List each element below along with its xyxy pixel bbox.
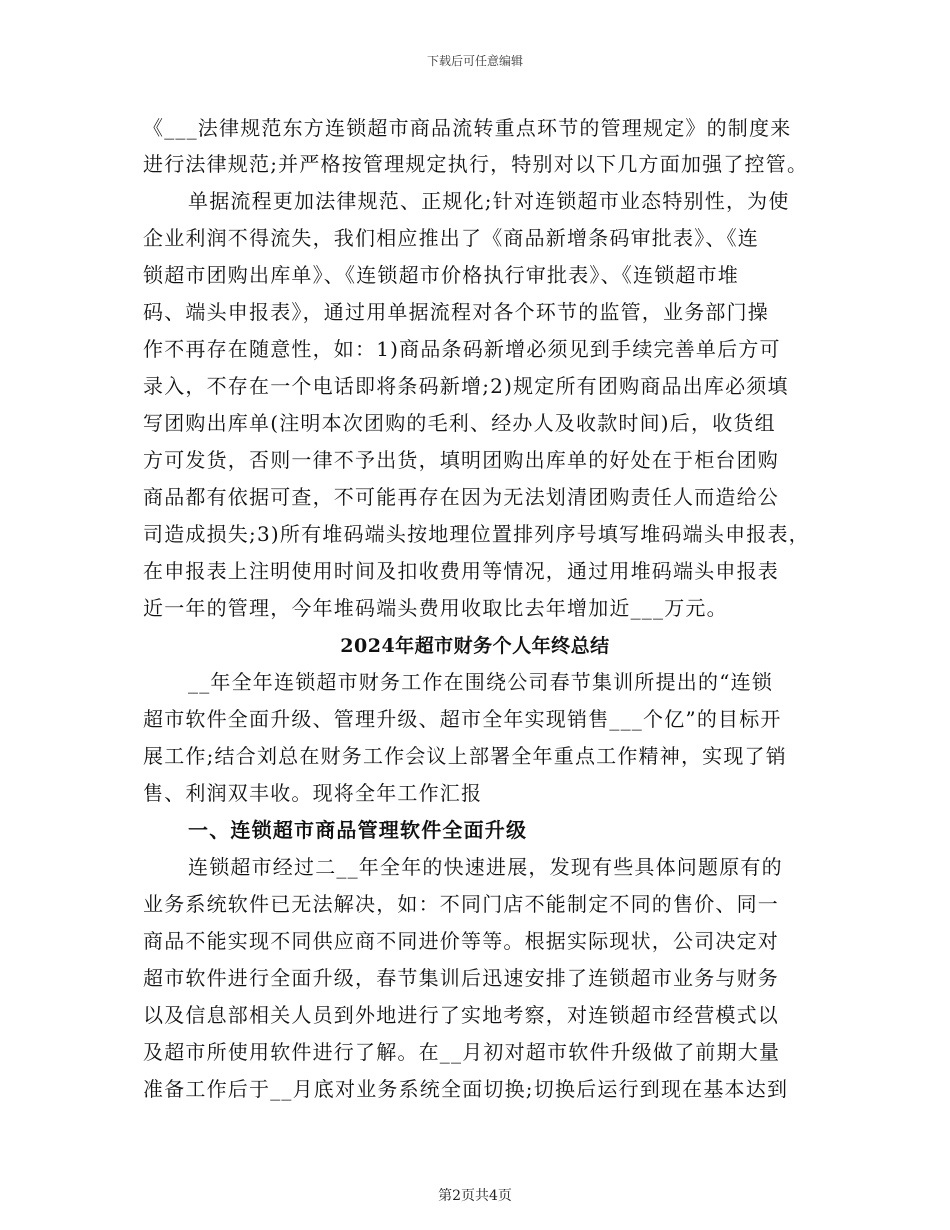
paragraph-line: 进行法律规范;并严格按管理规定执行，特别对以下几方面加强了控管。 xyxy=(143,152,809,176)
paragraph-line: 作不再存在随意性，如：1)商品条码新增必须见到手续完善单后方可 xyxy=(143,337,781,361)
paragraph-line: 写团购出库单(注明本次团购的毛利、经办人及收款时间)后，收货组 xyxy=(143,411,776,435)
paragraph-line: 超市软件进行全面升级，春节集训后迅速安排了连锁超市业务与财务 xyxy=(143,966,779,990)
paragraph-line: 单据流程更加法律规范、正规化;针对连锁超市业态特别性，为使 xyxy=(188,189,790,213)
paragraph-line: 商品不能实现不同供应商不同进价等等。根据实际现状，公司决定对 xyxy=(143,929,779,953)
paragraph-line: 锁超市团购出库单》、《连锁超市价格执行审批表》、《连锁超市堆 xyxy=(143,263,739,287)
paragraph-line: 企业利润不得流失，我们相应推出了《商品新增条码审批表》、《连 xyxy=(143,226,759,250)
paragraph-line: 在申报表上注明使用时间及扣收费用等情况，通过用堆码端头申报表 xyxy=(143,559,779,583)
paragraph-line: 《___法律规范东方连锁超市商品流转重点环节的管理规定》的制度来 xyxy=(143,116,792,140)
page-number: 第2页共4页 xyxy=(438,1188,512,1204)
paragraph-line: 近一年的管理，今年堆码端头费用收取比去年增加近___万元。 xyxy=(143,596,728,620)
paragraph-line: __年全年连锁超市财务工作在围绕公司春节集训所提出的“连锁 xyxy=(188,670,774,694)
paragraph-line: 连锁超市经过二__年全年的快速进展，发现有些具体问题原有的 xyxy=(188,855,783,879)
section-heading: 一、连锁超市商品管理软件全面升级 xyxy=(188,818,528,842)
paragraph-line: 超市软件全面升级、管理升级、超市全年实现销售___个亿”的目标开 xyxy=(143,707,782,731)
paragraph-line: 准备工作后于__月底对业务系统全面切换;切换后运行到现在基本达到 xyxy=(143,1077,789,1101)
page-header: 下载后可任意编辑 xyxy=(426,54,523,68)
paragraph-line: 以及信息部相关人员到外地进行了实地考察，对连锁超市经营模式以 xyxy=(143,1003,779,1027)
paragraph-line: 及超市所使用软件进行了解。在__月初对超市软件升级做了前期大量 xyxy=(143,1040,781,1064)
paragraph-line: 售、利润双丰收。现将全年工作汇报 xyxy=(143,781,483,805)
paragraph-line: 业务系统软件已无法解决，如：不同门店不能制定不同的售价、同一 xyxy=(143,892,779,916)
paragraph-line: 商品都有依据可查，不可能再存在因为无法划清团购责任人而造给公 xyxy=(143,485,779,509)
document-title: 2024年超市财务个人年终总结 xyxy=(340,635,610,657)
paragraph-line: 展工作;结合刘总在财务工作会议上部署全年重点工作精神，实现了销 xyxy=(143,744,787,768)
paragraph-line: 码、端头申报表》，通过用单据流程对各个环节的监管，业务部门操 xyxy=(143,300,769,324)
paragraph-line: 录入，不存在一个电话即将条码新增;2)规定所有团购商品出库必须填 xyxy=(143,374,789,398)
paragraph-line: 司造成损失;3)所有堆码端头按地理位置排列序号填写堆码端头申报表， xyxy=(143,522,810,546)
paragraph-line: 方可发货，否则一律不予出货，填明团购出库单的好处在于柜台团购 xyxy=(143,448,779,472)
